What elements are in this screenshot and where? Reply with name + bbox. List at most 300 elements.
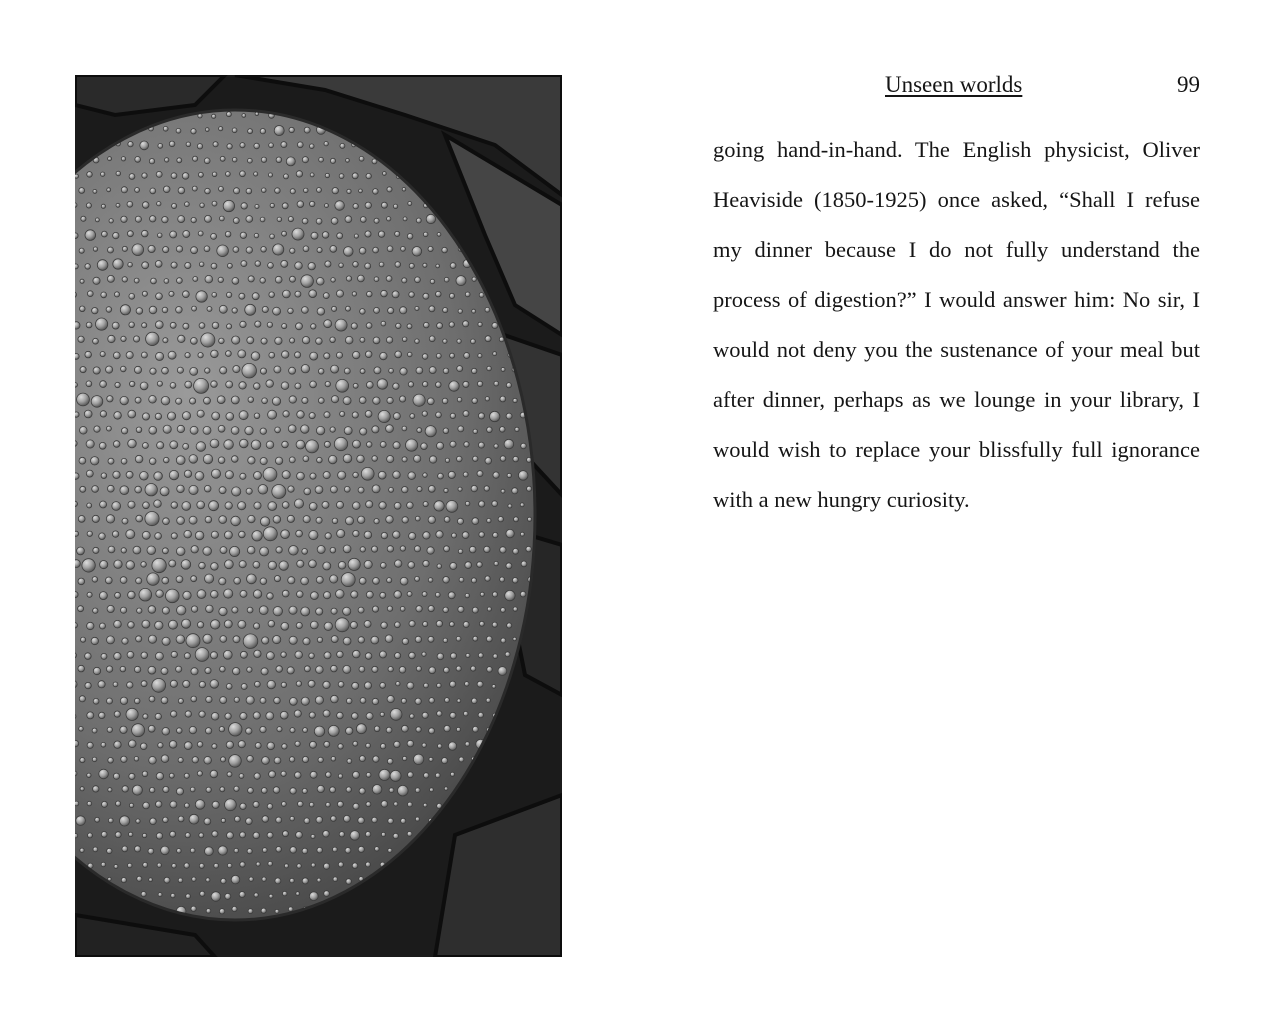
grain-bump — [197, 410, 204, 417]
grain-bump — [331, 665, 338, 672]
grain-bump — [304, 818, 310, 824]
grain-bump — [176, 128, 181, 133]
grain-bump — [176, 398, 182, 404]
grain-bump — [486, 636, 492, 642]
grain-bump — [520, 532, 524, 536]
grain-bump — [245, 304, 256, 315]
grain-bump — [317, 188, 322, 193]
grain-bump — [443, 428, 449, 434]
grain-bump — [361, 467, 374, 480]
grain-bump — [247, 607, 253, 613]
grain-bump — [276, 817, 282, 823]
grain-bump — [316, 608, 323, 615]
grain-bump — [203, 426, 211, 434]
grain-bump — [353, 502, 361, 510]
grain-bump — [437, 323, 443, 329]
grain-bump — [130, 381, 135, 386]
grain-bump — [220, 697, 227, 704]
grain-bump — [158, 893, 162, 897]
grain-bump — [232, 607, 238, 613]
grain-bump — [80, 367, 86, 373]
grain-bump — [443, 308, 448, 313]
grain-bump — [385, 635, 393, 643]
grain-bump — [106, 666, 112, 672]
grain-bump — [267, 742, 275, 750]
grain-bump — [458, 426, 464, 432]
grain-bump — [464, 442, 469, 447]
grain-bump — [93, 547, 99, 553]
grain-bump — [479, 501, 485, 507]
grain-bump — [191, 696, 197, 702]
grain-bump — [310, 621, 318, 629]
grain-bump — [164, 457, 170, 463]
grain-bump — [255, 681, 261, 687]
grain-bump — [387, 246, 393, 252]
grain-bump — [260, 129, 265, 134]
grain-bump — [211, 892, 221, 902]
grain-bump — [194, 378, 209, 393]
grain-bump — [383, 172, 387, 176]
grain-bump — [86, 440, 94, 448]
grain-bump — [365, 231, 371, 237]
grain-bump — [331, 396, 338, 403]
grain-bump — [199, 323, 205, 329]
grain-bump — [365, 411, 372, 418]
grain-bump — [416, 606, 422, 612]
grain-bump — [390, 709, 402, 721]
grain-bump — [338, 744, 343, 749]
grain-bump — [121, 336, 126, 341]
grain-bump — [428, 606, 434, 612]
grain-bump — [75, 560, 80, 568]
grain-bump — [218, 277, 223, 282]
grain-bump — [240, 651, 247, 658]
grain-bump — [232, 336, 240, 344]
grain-bump — [247, 849, 252, 854]
grain-bump — [196, 291, 207, 302]
grain-bump — [248, 129, 253, 134]
grain-bump — [126, 471, 133, 478]
grain-bump — [281, 652, 287, 658]
grain-bump — [317, 308, 325, 316]
grain-bump — [478, 712, 483, 717]
grain-bump — [380, 683, 386, 689]
grain-bump — [210, 770, 218, 778]
grain-bump — [423, 232, 428, 237]
grain-bump — [149, 696, 155, 702]
grain-bump — [149, 159, 154, 164]
grain-bump — [324, 891, 330, 897]
grain-bump — [387, 187, 392, 192]
grain-bump — [273, 607, 282, 616]
grain-bump — [415, 817, 419, 821]
grain-bump — [351, 591, 358, 598]
grain-bump — [473, 636, 478, 641]
grain-bump — [415, 788, 420, 793]
grain-bump — [149, 458, 156, 465]
grain-bump — [352, 292, 356, 296]
grain-bump — [261, 157, 266, 162]
grain-bump — [183, 323, 189, 329]
grain-bump — [315, 486, 323, 494]
grain-bump — [246, 216, 253, 223]
grain-bump — [437, 683, 442, 688]
grain-bump — [415, 306, 419, 310]
grain-bump — [324, 652, 331, 659]
grain-bump — [258, 485, 268, 495]
grain-bump — [337, 801, 343, 807]
grain-bump — [332, 518, 338, 524]
grain-bump — [75, 623, 78, 628]
grain-bump — [212, 801, 219, 808]
grain-bump — [302, 549, 308, 555]
grain-bump — [443, 607, 449, 613]
grain-bump — [365, 351, 372, 358]
grain-bump — [87, 622, 94, 629]
grain-bump — [266, 652, 274, 660]
grain-bump — [353, 741, 358, 746]
grain-bump — [344, 247, 354, 257]
grain-bump — [400, 368, 407, 375]
grain-bump — [162, 217, 168, 223]
grain-bump — [185, 711, 191, 717]
grain-bump — [374, 367, 381, 374]
grain-bump — [281, 682, 286, 687]
grain-bump — [501, 368, 505, 372]
grain-bump — [436, 531, 443, 538]
grain-bump — [186, 894, 191, 899]
grain-bump — [416, 367, 423, 374]
grain-bump — [289, 396, 296, 403]
grain-bump — [79, 188, 85, 194]
grain-bump — [252, 531, 262, 541]
grain-bump — [298, 801, 304, 807]
grain-bump — [333, 847, 338, 852]
grain-bump — [395, 262, 401, 268]
grain-bump — [302, 848, 308, 854]
grain-bump — [212, 292, 217, 297]
grain-bump — [75, 441, 77, 447]
grain-bump — [184, 803, 189, 808]
grain-bump — [78, 606, 84, 612]
grain-bump — [217, 245, 229, 257]
grain-bump — [317, 248, 322, 253]
grain-bump — [141, 352, 147, 358]
grain-bump — [115, 832, 121, 838]
grain-bump — [485, 397, 489, 401]
grain-bump — [177, 158, 182, 163]
grain-bump — [343, 665, 351, 673]
grain-bump — [316, 576, 323, 583]
grain-bump — [438, 473, 444, 479]
grain-bump — [269, 143, 274, 148]
grain-bump — [324, 412, 330, 418]
grain-bump — [182, 412, 190, 420]
grain-bump — [255, 261, 261, 267]
grain-bump — [169, 291, 174, 296]
grain-bump — [282, 203, 288, 209]
grain-bump — [220, 367, 227, 374]
grain-bump — [272, 485, 286, 499]
grain-bump — [75, 203, 77, 207]
grain-bump — [380, 712, 384, 716]
grain-bump — [360, 309, 366, 315]
grain-bump — [93, 847, 98, 852]
grain-bump — [290, 816, 295, 821]
grain-bump — [93, 667, 100, 674]
grain-bump — [366, 501, 373, 508]
grain-bump — [225, 502, 232, 509]
grain-bump — [417, 487, 422, 492]
grain-bump — [407, 832, 412, 837]
grain-bump — [276, 157, 282, 163]
grain-bump — [150, 818, 157, 825]
grain-bump — [121, 548, 126, 553]
grain-bump — [465, 292, 470, 297]
grain-bump — [143, 862, 148, 867]
grain-bump — [85, 682, 91, 688]
grain-bump — [113, 232, 119, 238]
grain-bump — [169, 141, 175, 147]
grain-bump — [356, 724, 366, 734]
grain-bump — [205, 847, 214, 856]
grain-bump — [330, 547, 336, 553]
grain-bump — [213, 142, 218, 147]
grain-bump — [311, 232, 318, 239]
grain-bump — [107, 605, 114, 612]
grain-bump — [122, 277, 127, 282]
grain-bump — [395, 653, 401, 659]
grain-bump — [226, 741, 233, 748]
grain-bump — [190, 367, 198, 375]
grain-bump — [359, 578, 366, 585]
grain-bump — [424, 322, 430, 328]
grain-bump — [528, 517, 532, 521]
grain-bump — [171, 533, 177, 539]
grain-bump — [416, 666, 421, 671]
grain-bump — [226, 172, 231, 177]
grain-bump — [303, 638, 310, 645]
grain-bump — [335, 319, 347, 331]
grain-bump — [437, 653, 444, 660]
grain-bump — [142, 413, 149, 420]
grain-bump — [346, 787, 351, 792]
grain-bump — [218, 846, 227, 855]
grain-bump — [462, 532, 469, 539]
grain-bump — [302, 157, 308, 163]
grain-bump — [336, 590, 345, 599]
grain-bump — [487, 518, 491, 522]
grain-bump — [190, 848, 195, 853]
grain-bump — [487, 667, 493, 673]
grain-bump — [143, 502, 150, 509]
grain-bump — [182, 502, 191, 511]
grain-bump — [275, 276, 282, 283]
grain-bump — [217, 396, 225, 404]
grain-bump — [108, 788, 112, 792]
grain-bump — [343, 397, 351, 405]
grain-bump — [261, 247, 267, 253]
grain-bump — [430, 788, 434, 792]
grain-bump — [306, 440, 319, 453]
grain-bump — [425, 426, 436, 437]
grain-bump — [260, 578, 267, 585]
grain-bump — [393, 531, 400, 538]
grain-bump — [402, 638, 408, 644]
grain-bump — [101, 172, 105, 176]
grain-bump — [163, 518, 170, 525]
grain-bump — [170, 801, 177, 808]
grain-bump — [508, 504, 512, 508]
grain-bump — [219, 305, 227, 313]
grain-bump — [295, 651, 303, 659]
grain-bump — [390, 770, 401, 781]
grain-bump — [322, 232, 329, 239]
grain-bump — [381, 801, 388, 808]
grain-bump — [450, 263, 456, 269]
grain-bump — [493, 472, 499, 478]
grain-bump — [177, 485, 185, 493]
grain-bump — [191, 906, 196, 911]
grain-bump — [192, 306, 197, 311]
grain-bump — [80, 486, 86, 492]
grain-bump — [316, 338, 323, 345]
grain-bump — [402, 426, 407, 431]
grain-bump — [325, 533, 331, 539]
grain-bump — [246, 818, 253, 825]
grain-bump — [331, 608, 337, 614]
grain-bump — [81, 216, 86, 221]
grain-bump — [195, 531, 204, 540]
grain-bump — [101, 292, 107, 298]
grain-bump — [156, 171, 162, 177]
grain-bump — [357, 455, 365, 463]
grain-bump — [193, 156, 198, 161]
grain-bump — [310, 173, 314, 177]
grain-bump — [156, 352, 164, 360]
grain-bump — [248, 788, 254, 794]
grain-bump — [416, 218, 421, 223]
grain-bump — [387, 696, 394, 703]
grain-bump — [75, 531, 79, 536]
grain-bump — [512, 578, 518, 584]
grain-bump — [317, 785, 324, 792]
grain-bump — [226, 684, 232, 690]
grain-bump — [155, 321, 163, 329]
grain-bump — [520, 591, 526, 597]
grain-bump — [444, 277, 449, 282]
grain-bump — [366, 773, 371, 778]
grain-bump — [205, 516, 212, 523]
grain-bump — [198, 172, 203, 177]
grain-bump — [326, 802, 331, 807]
grain-bump — [282, 590, 289, 597]
grain-bump — [200, 203, 205, 208]
grain-bump — [168, 412, 176, 420]
grain-bump — [127, 651, 134, 658]
grain-bump — [413, 394, 425, 406]
grain-bump — [331, 636, 338, 643]
grain-bump — [239, 411, 248, 420]
grain-bump — [170, 322, 176, 328]
grain-bump — [88, 833, 93, 838]
micrograph-image — [75, 75, 562, 957]
grain-bump — [289, 606, 297, 614]
grain-bump — [331, 365, 339, 373]
grain-bump — [459, 577, 464, 582]
grain-bump — [224, 620, 232, 628]
grain-bump — [273, 307, 281, 315]
grain-bump — [374, 726, 380, 732]
grain-bump — [205, 574, 214, 583]
grain-bump — [195, 472, 204, 481]
grain-bump — [162, 637, 170, 645]
grain-bump — [435, 592, 440, 597]
grain-bump — [501, 608, 506, 613]
grain-bump — [393, 471, 401, 479]
grain-bump — [318, 757, 323, 762]
grain-bump — [281, 530, 290, 539]
grain-bump — [97, 260, 108, 271]
grain-bump — [135, 846, 141, 852]
grain-bump — [427, 398, 434, 405]
grain-bump — [389, 788, 394, 793]
grain-bump — [395, 351, 402, 358]
grain-bump — [334, 437, 347, 450]
grain-bump — [513, 456, 519, 462]
grain-bump — [233, 247, 239, 253]
grain-bump — [456, 666, 461, 671]
grain-bump — [252, 293, 259, 300]
grain-bump — [372, 456, 378, 462]
grain-bump — [394, 741, 400, 747]
grain-bump — [343, 637, 351, 645]
grain-bump — [478, 413, 484, 419]
grain-bump — [471, 666, 476, 671]
grain-bump — [226, 381, 233, 388]
grain-bump — [193, 277, 198, 282]
grain-bump — [220, 666, 226, 672]
grain-bump — [184, 653, 190, 659]
grain-bump — [434, 501, 444, 511]
grain-bump — [116, 171, 121, 176]
grain-bump — [493, 654, 498, 659]
grain-bump — [335, 618, 349, 632]
grain-bump — [219, 727, 224, 732]
grain-bump — [137, 608, 142, 613]
grain-bump — [211, 233, 217, 239]
grain-bump — [427, 547, 434, 554]
grain-bump — [386, 425, 394, 433]
grain-bump — [240, 232, 246, 238]
grain-bump — [359, 248, 366, 255]
grain-bump — [186, 142, 191, 147]
grain-bump — [450, 712, 456, 718]
grain-bump — [122, 638, 128, 644]
grain-bump — [471, 578, 476, 583]
grain-bump — [75, 264, 78, 269]
grain-bump — [261, 338, 267, 344]
grain-bump — [479, 532, 485, 538]
grain-bump — [266, 712, 274, 720]
grain-bump — [520, 503, 524, 507]
grain-bump — [155, 413, 161, 419]
grain-bump — [254, 623, 260, 629]
grain-bump — [150, 216, 156, 222]
grain-bump — [297, 864, 302, 869]
grain-bump — [92, 515, 99, 522]
grain-bump — [254, 472, 262, 480]
